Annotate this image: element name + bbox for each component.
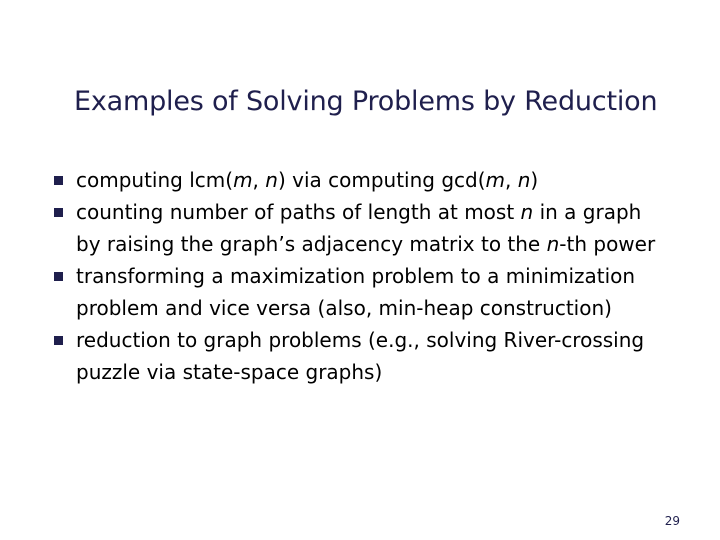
bullet-line: computing lcm(m, n) via computing gcd(m, n) xyxy=(76,168,539,192)
bullet-list xyxy=(54,164,704,388)
bullet-item-paths xyxy=(54,196,704,260)
bullet-line: by raising the graph’s adjacency matrix to the n-th power xyxy=(76,232,656,256)
page-number: 29 xyxy=(664,514,680,528)
bullet-line: problem and vice versa (also, min-heap construction) xyxy=(76,296,612,320)
bullet-line: reduction to graph problems (e.g., solving River-crossing xyxy=(76,328,645,352)
bullet-line: counting number of paths of length at most n in a graph xyxy=(76,200,642,224)
bullet-item-lcm xyxy=(54,164,704,196)
square-bullet-icon xyxy=(54,176,63,185)
bullet-line: transforming a maximization problem to a minimization xyxy=(76,264,636,288)
bullet-item-graph-problems xyxy=(54,324,704,388)
bullet-line: puzzle via state-space graphs) xyxy=(76,360,383,384)
square-bullet-icon xyxy=(54,336,63,345)
square-bullet-icon xyxy=(54,272,63,281)
slide-title: Examples of Solving Problems by Reduction xyxy=(74,86,658,117)
square-bullet-icon xyxy=(54,208,63,217)
bullet-item-maximization xyxy=(54,260,704,324)
